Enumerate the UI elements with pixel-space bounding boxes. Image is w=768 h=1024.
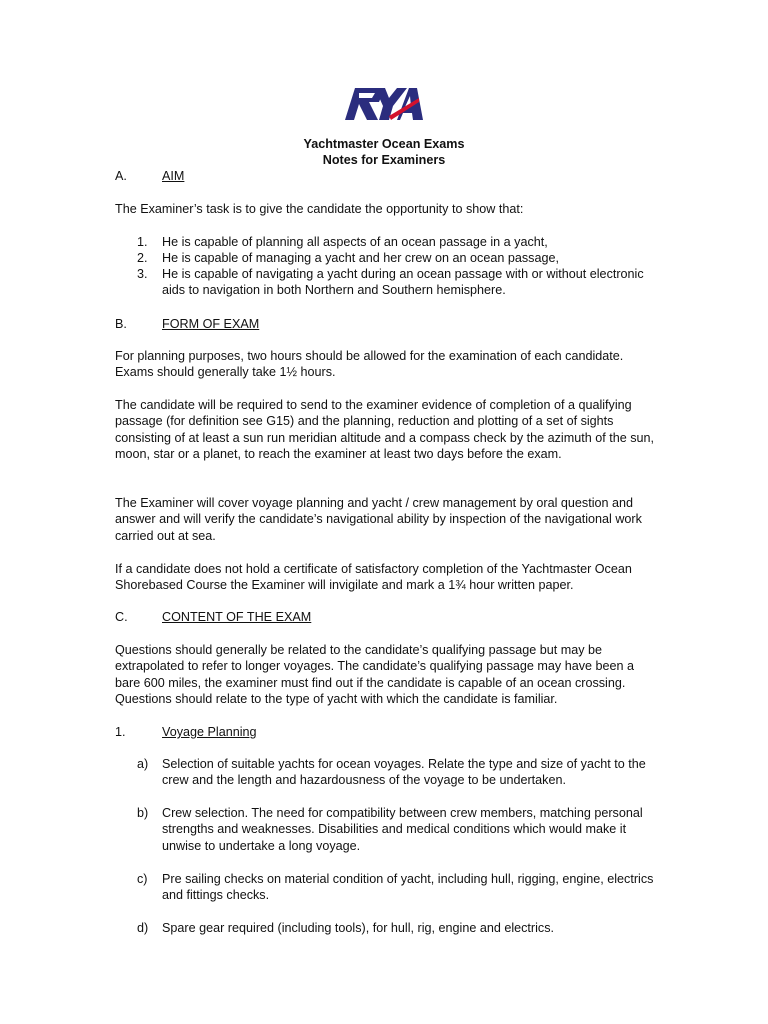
content-paragraph: Questions should generally be related to the candidate’s qualifying passage but may be extrapolated to refer to longer voyages. The candidate’s qualifying passage may have been a bare 600 miles, the examiner must find out if the candidate is capable of an ocean crossing. Questions should relate to the type of yacht with which the candidate is familiar. — [115, 643, 635, 706]
aim-number: 3. — [137, 267, 148, 281]
document-subtitle: Notes for Examiners — [322, 153, 446, 167]
planning-letter: b) — [137, 806, 149, 820]
subsection-number: 1. — [115, 725, 126, 739]
planning-letter: d) — [137, 921, 149, 935]
intro-paragraph: The Examiner’s task is to give the candidate the opportunity to show that: — [115, 202, 524, 216]
planning-letter: a) — [137, 757, 149, 771]
section-b-number: B. — [115, 317, 127, 331]
form-paragraph: The candidate will be required to send to the examiner evidence of completion of a qualifying passage (for definition see G15) and the planning, reduction and plotting of a set of sights consisting of at least a sun run meridian altitude and a compass check by the azimuth of the sun, moon, star or a planet, to reach the examiner at least two days before the exam. — [115, 398, 655, 461]
aim-item: He is capable of planning all aspects of an ocean passage in a yacht, — [162, 235, 548, 249]
subsection-heading: Voyage Planning — [162, 725, 257, 739]
planning-item: Selection of suitable yachts for ocean voyages. Relate the type and size of yacht to the crew and the length and hazardousness of the voyage to be undertaken. — [162, 757, 646, 788]
planning-item: Crew selection. The need for compatibility between crew members, matching personal strengths and weaknesses. Disabilities and medical conditions which would make it unwise to undertake a long voyage. — [162, 806, 643, 853]
section-c-heading: CONTENT OF THE EXAM — [162, 610, 312, 624]
aim-item: He is capable of navigating a yacht during an ocean passage with or without electronic aids to navigation in both Northern and Southern hemisphere. — [162, 267, 644, 298]
section-b-heading: FORM OF EXAM — [162, 317, 260, 331]
document-title: Yachtmaster Ocean Exams — [303, 137, 465, 151]
planning-item: Spare gear required (including tools), for hull, rig, engine and electrics. — [162, 921, 555, 935]
section-a-heading: AIM — [162, 169, 185, 183]
section-a-number: A. — [115, 169, 127, 183]
planning-item: Pre sailing checks on material condition of yacht, including hull, rigging, engine, electrics and fittings checks. — [162, 872, 654, 903]
rya-logo — [345, 86, 423, 122]
form-paragraph: If a candidate does not hold a certificate of satisfactory completion of the Yachtmaster Ocean Shorebased Course the Examiner will invigilate and mark a 1¾ hour written paper. — [115, 562, 632, 593]
aim-number: 1. — [137, 235, 148, 249]
planning-letter: c) — [137, 872, 148, 886]
section-c-number: C. — [115, 610, 128, 624]
aim-item: He is capable of managing a yacht and her crew on an ocean passage, — [162, 251, 559, 265]
form-paragraph: The Examiner will cover voyage planning and yacht / crew management by oral question and answer and will verify the candidate’s navigational ability by inspection of the navigational work carried out at sea. — [115, 496, 642, 543]
form-paragraph: For planning purposes, two hours should be allowed for the examination of each candidate. Exams should generally take 1½ hours. — [115, 349, 624, 380]
aim-number: 2. — [137, 251, 148, 265]
